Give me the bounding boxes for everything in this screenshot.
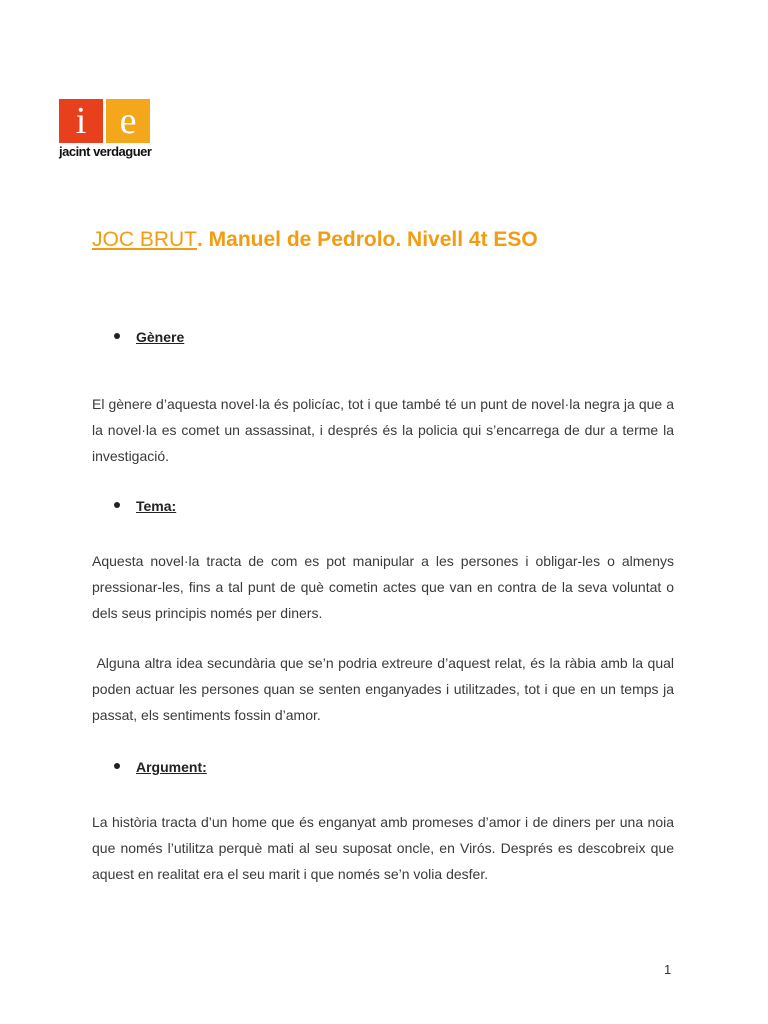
paragraph-genere: El gènere d’aquesta novel·la és policíac, tot i que també té un punt de novel·la negra ja que a la novel·la es comet un assassinat, i després és la policia qui s’encarrega de dur a terme la investigació. (92, 396, 674, 464)
section-heading-genere (114, 329, 184, 345)
document-title (92, 228, 538, 252)
section-heading-label: Tema: (136, 498, 177, 514)
bullet-icon (114, 763, 120, 769)
school-logo (59, 99, 151, 159)
section-heading-argument (114, 759, 207, 775)
logo-boxes (59, 99, 151, 143)
logo-text: jacint verdaguer (59, 144, 152, 159)
title-link[interactable]: JOC BRUT (92, 228, 197, 251)
section-heading-label: Argument: (136, 759, 207, 775)
section-heading-tema (114, 498, 176, 514)
paragraph-argument: La història tracta d’un home que és enganyat amb promeses d’amor i de diners per una noia que només l’utilitza perquè mati al seu suposat oncle, en Virós. Després es descobreix que aquest en realitat era el seu marit i que només se’n volia desfer. (92, 814, 674, 882)
bullet-icon (114, 333, 120, 339)
logo-letter-e: e (106, 99, 150, 143)
paragraph-tema-1: Aquesta novel·la tracta de com es pot manipular a les persones i obligar-les o almenys pressionar-les, fins a tal punt de què cometin actes que van en contra de la seva voluntat o dels seus principis només per diners. (92, 553, 674, 621)
section-heading-label: Gènere (136, 329, 185, 345)
bullet-icon (114, 502, 120, 508)
title-rest: . Manuel de Pedrolo. Nivell 4t ESO (197, 228, 538, 251)
logo-letter-i: i (59, 99, 103, 143)
page-number: 1 (664, 962, 672, 977)
paragraph-tema-2: Alguna altra idea secundària que se’n podria extreure d’aquest relat, és la ràbia amb la qual poden actuar les persones quan se senten enganyades i utilitzades, tot i que en un temps ja passat, els sentiments fossin d’amor. (92, 655, 678, 723)
